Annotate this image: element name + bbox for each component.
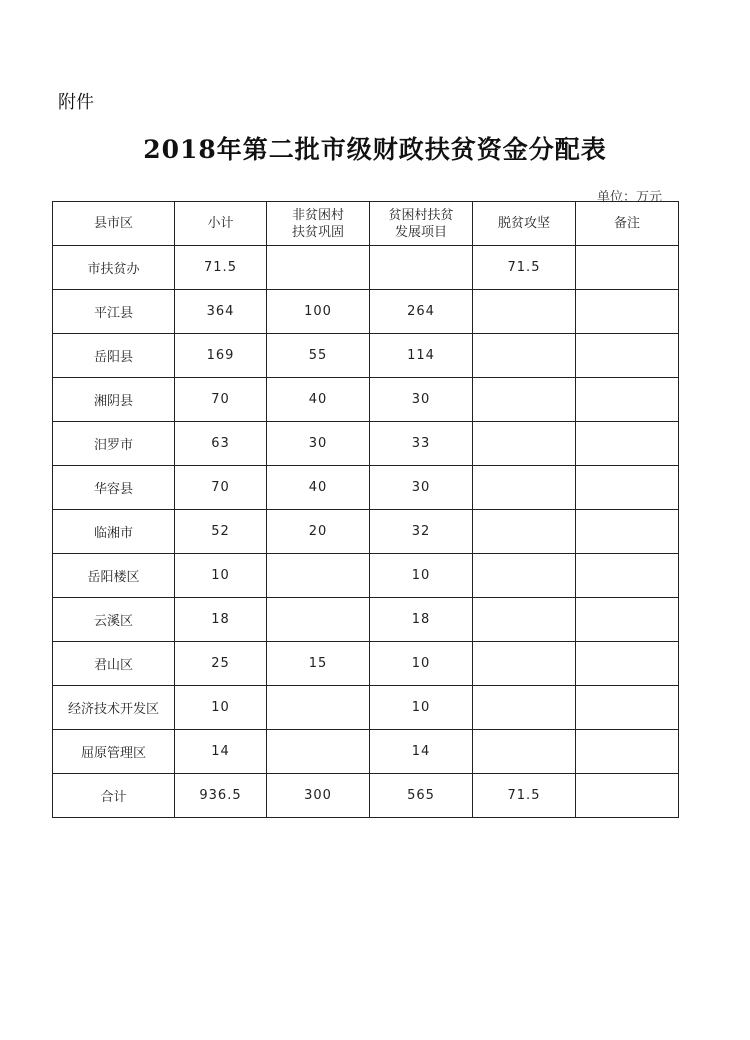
cell-poor-dev: 10 (370, 642, 473, 686)
allocation-table (52, 201, 679, 818)
cell-poor-dev: 10 (370, 686, 473, 730)
cell-non-poor: 40 (267, 378, 370, 422)
table-row (53, 246, 679, 290)
cell-tuopin (473, 510, 576, 554)
cell-subtotal: 70 (175, 466, 267, 510)
total-poor-dev: 565 (370, 774, 473, 818)
cell-non-poor: 55 (267, 334, 370, 378)
cell-tuopin (473, 466, 576, 510)
cell-non-poor: 30 (267, 422, 370, 466)
cell-non-poor: 20 (267, 510, 370, 554)
cell-non-poor: 40 (267, 466, 370, 510)
table-row (53, 378, 679, 422)
cell-note (576, 466, 679, 510)
cell-subtotal: 10 (175, 686, 267, 730)
cell-county: 湘阴县 (53, 378, 175, 422)
cell-subtotal: 14 (175, 730, 267, 774)
cell-tuopin (473, 598, 576, 642)
cell-subtotal: 10 (175, 554, 267, 598)
cell-subtotal: 18 (175, 598, 267, 642)
table-row (53, 422, 679, 466)
header-poor-village-development: 贫困村扶贫 发展项目 (370, 202, 473, 246)
cell-county: 岳阳楼区 (53, 554, 175, 598)
cell-note (576, 422, 679, 466)
header-non-poor-village: 非贫困村 扶贫巩固 (267, 202, 370, 246)
cell-poor-dev: 10 (370, 554, 473, 598)
table-row (53, 554, 679, 598)
cell-note (576, 378, 679, 422)
cell-subtotal: 70 (175, 378, 267, 422)
cell-subtotal: 63 (175, 422, 267, 466)
cell-non-poor (267, 554, 370, 598)
cell-poor-dev: 14 (370, 730, 473, 774)
cell-county: 市扶贫办 (53, 246, 175, 290)
total-note (576, 774, 679, 818)
total-non-poor: 300 (267, 774, 370, 818)
cell-subtotal: 169 (175, 334, 267, 378)
total-tuopin: 71.5 (473, 774, 576, 818)
page-title: 2018年第二批市级财政扶贫资金分配表 (143, 135, 607, 164)
cell-poor-dev: 18 (370, 598, 473, 642)
cell-non-poor: 100 (267, 290, 370, 334)
cell-subtotal: 71.5 (175, 246, 267, 290)
table-row (53, 642, 679, 686)
table-row (53, 290, 679, 334)
cell-tuopin: 71.5 (473, 246, 576, 290)
cell-poor-dev: 114 (370, 334, 473, 378)
header-subtotal: 小计 (175, 202, 267, 246)
table-row (53, 510, 679, 554)
cell-poor-dev (370, 246, 473, 290)
cell-county: 云溪区 (53, 598, 175, 642)
cell-poor-dev: 33 (370, 422, 473, 466)
cell-tuopin (473, 730, 576, 774)
cell-note (576, 554, 679, 598)
cell-tuopin (473, 422, 576, 466)
table-row (53, 598, 679, 642)
cell-county: 岳阳县 (53, 334, 175, 378)
unit-label: 单位：万元 (596, 190, 662, 205)
cell-note (576, 334, 679, 378)
cell-tuopin (473, 334, 576, 378)
total-label: 合计 (53, 774, 175, 818)
cell-non-poor (267, 686, 370, 730)
cell-poor-dev: 264 (370, 290, 473, 334)
cell-non-poor (267, 246, 370, 290)
cell-tuopin (473, 686, 576, 730)
cell-subtotal: 364 (175, 290, 267, 334)
table-row (53, 334, 679, 378)
cell-tuopin (473, 290, 576, 334)
cell-note (576, 730, 679, 774)
cell-note (576, 686, 679, 730)
cell-note (576, 246, 679, 290)
cell-poor-dev: 30 (370, 466, 473, 510)
cell-county: 华容县 (53, 466, 175, 510)
cell-county: 经济技术开发区 (53, 686, 175, 730)
cell-tuopin (473, 378, 576, 422)
cell-note (576, 510, 679, 554)
table-row (53, 730, 679, 774)
cell-subtotal: 25 (175, 642, 267, 686)
cell-note (576, 598, 679, 642)
cell-poor-dev: 30 (370, 378, 473, 422)
total-subtotal: 936.5 (175, 774, 267, 818)
table-row (53, 466, 679, 510)
cell-county: 君山区 (53, 642, 175, 686)
table-row (53, 686, 679, 730)
cell-county: 屈原管理区 (53, 730, 175, 774)
cell-poor-dev: 32 (370, 510, 473, 554)
cell-non-poor (267, 598, 370, 642)
cell-non-poor: 15 (267, 642, 370, 686)
cell-note (576, 290, 679, 334)
header-county: 县市区 (53, 202, 175, 246)
cell-tuopin (473, 642, 576, 686)
header-poverty-alleviation: 脱贫攻坚 (473, 202, 576, 246)
cell-county: 汨罗市 (53, 422, 175, 466)
cell-county: 临湘市 (53, 510, 175, 554)
cell-subtotal: 52 (175, 510, 267, 554)
cell-non-poor (267, 730, 370, 774)
total-row (53, 774, 679, 818)
attachment-label: 附件 (58, 92, 94, 113)
cell-note (576, 642, 679, 686)
table-header-row (53, 202, 679, 246)
cell-tuopin (473, 554, 576, 598)
cell-county: 平江县 (53, 290, 175, 334)
header-remarks: 备注 (576, 202, 679, 246)
